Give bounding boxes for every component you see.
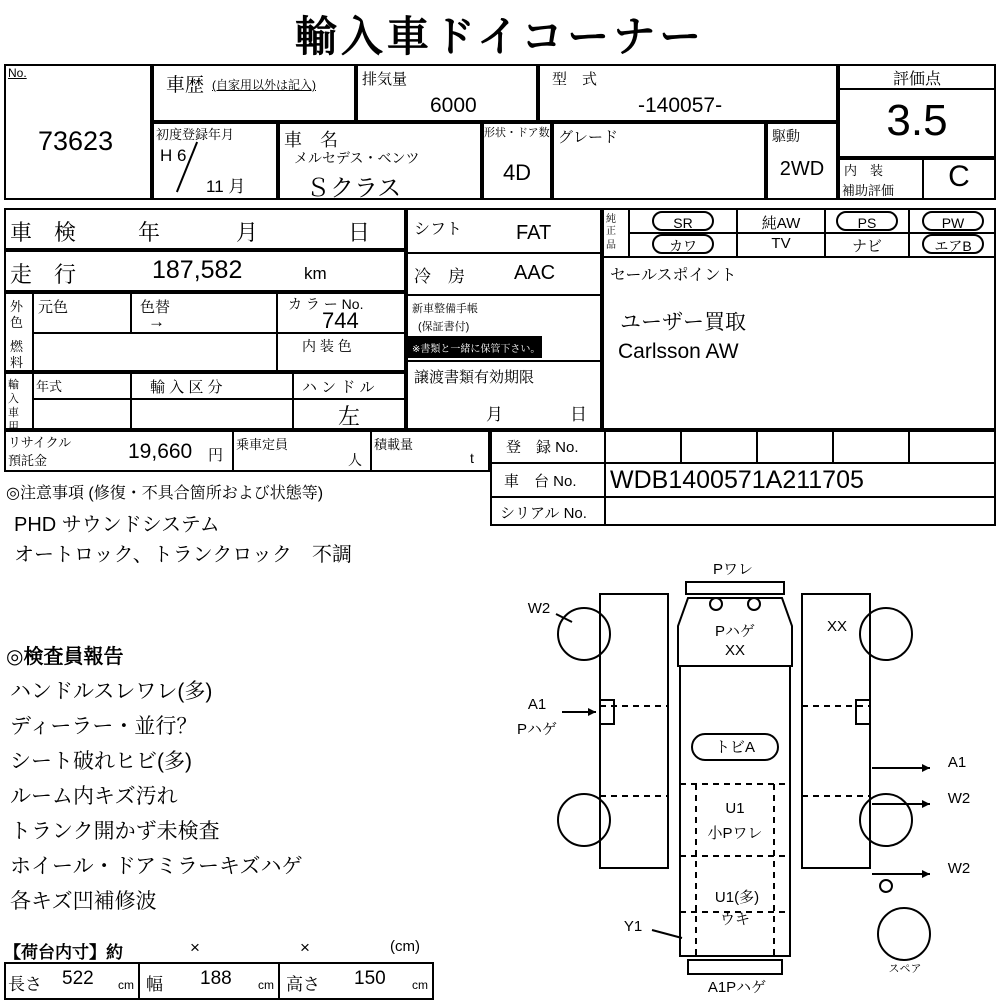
equipment-pw[interactable]: PW	[922, 211, 984, 231]
diagram-label-bottom: A1Pハゲ	[707, 979, 767, 996]
capacity-unit: 人	[348, 452, 362, 468]
shift-value: FAT	[516, 222, 552, 244]
leader-y1	[652, 930, 682, 938]
recycle-value: 19,660	[128, 440, 193, 463]
color-no-label: カ ラ ー No.	[288, 296, 364, 312]
capacity-label: 乗車定員	[236, 437, 289, 452]
bed-title: 【荷台内寸】約	[4, 943, 123, 962]
shaken-label: 車 検	[10, 220, 77, 245]
no-label: No.	[8, 66, 27, 80]
equipment-col-1	[736, 208, 738, 256]
car-damage-diagram	[500, 556, 1000, 1000]
fuel-label-1: 燃	[10, 339, 24, 354]
reg-tick-2	[756, 430, 758, 462]
model-value: Ｓクラス	[306, 175, 402, 202]
inspector-title: ◎検査員報告	[6, 646, 124, 668]
interior-color-label: 内 装 色	[302, 338, 352, 354]
bed-x-1: ×	[190, 938, 200, 957]
manual-label-2: (保証書付)	[418, 321, 470, 333]
model-code-value: -140057-	[638, 94, 723, 117]
import-label-1: 輸	[8, 379, 19, 391]
no-value: 73623	[38, 126, 114, 156]
body-doors-label: 形状・ドア数	[484, 127, 550, 139]
equipment-sr[interactable]: SR	[652, 211, 714, 231]
equipment-ps[interactable]: PS	[836, 211, 898, 231]
history-label: 車歴	[166, 75, 205, 96]
diagram-label-center-1: U1	[725, 800, 745, 817]
displacement-value: 6000	[430, 94, 477, 117]
mileage-value: 187,582	[152, 256, 243, 284]
diagram-label-right-a1: A1	[947, 754, 967, 771]
import-divider-v2	[130, 372, 132, 430]
bed-width-value: 188	[200, 968, 232, 989]
shaken-month-label: 月	[236, 220, 259, 245]
inspector-line-4: ルーム内キズ汚れ	[10, 785, 178, 808]
transfer-label: 譲渡書類有効期限	[414, 369, 535, 386]
mileage-unit: km	[304, 264, 327, 283]
notes-line-1: PHD サウンドシステム	[14, 514, 220, 536]
diagram-label-right-w2-1: W2	[947, 790, 971, 807]
notes-title	[6, 480, 323, 503]
diagram-label-left-a1-2: Pハゲ	[516, 721, 557, 738]
registration-divider-v	[604, 430, 606, 526]
interior-rating-label-1: 内 装	[844, 163, 884, 178]
reg-no-label: 登 録 No.	[506, 439, 579, 456]
exterior-color-divider-v3	[130, 292, 132, 332]
handle-value: 左	[337, 404, 360, 429]
shift-divider-3	[406, 360, 602, 362]
ac-label: 冷 房	[414, 267, 465, 286]
bed-divider-1	[138, 962, 140, 1000]
original-color-label: 元色	[38, 299, 69, 316]
chassis-label: 車 台 No.	[504, 473, 577, 490]
bed-length-label: 長さ	[8, 975, 42, 994]
history-note: (自家用以外は記入)	[212, 78, 316, 92]
left-front-wheel	[558, 608, 610, 660]
bed-height-unit: cm	[412, 978, 428, 992]
handle-label: ハ ン ド ル	[302, 379, 375, 396]
import-label-3: 車	[8, 407, 19, 419]
equipment-genuine-aw: 純AW	[761, 215, 801, 232]
diagram-label-left-w2: W2	[527, 600, 551, 617]
inspector-line-6: ホイール・ドアミラーキズハゲ	[10, 855, 303, 878]
shaken-year-label: 年	[138, 220, 161, 245]
exterior-label-2: 色	[10, 315, 24, 330]
diagram-label-spare: スペア	[888, 963, 922, 975]
rating-label: 評価点	[892, 71, 941, 88]
diagram-label-hood-1: Pハゲ	[714, 623, 755, 640]
equipment-airbag[interactable]: エアB	[922, 234, 984, 254]
chassis-value: WDB1400571A211705	[610, 466, 864, 494]
manual-note: ※書類と一緒に保管下さい。	[412, 344, 541, 355]
notes-title-text: ◎注意事項 (修復・不具合箇所および状態等)	[6, 485, 324, 502]
import-label-2: 入	[8, 393, 19, 405]
front-bumper-shape	[686, 582, 784, 594]
sales-point-label: セールスポイント	[610, 267, 737, 284]
manual-label-1: 新車整備手帳	[412, 303, 478, 315]
diagram-label-rear-1: U1(多)	[714, 889, 760, 906]
serial-label: シリアル No.	[500, 505, 587, 522]
equipment-col-2	[824, 208, 826, 256]
sales-point-line-1: ユーザー買取	[620, 311, 746, 334]
bed-height-label: 高さ	[286, 975, 320, 994]
diagram-label-roof-right: XX	[826, 618, 847, 635]
shift-divider-2	[406, 294, 602, 296]
car-name-label: 車 名	[284, 130, 338, 150]
interior-rating-value: C	[948, 160, 970, 193]
shaken-day-label: 日	[348, 220, 371, 245]
right-rear-wheel	[860, 794, 912, 846]
load-unit: t	[470, 450, 474, 466]
sales-point-line-2: Carlsson AW	[618, 340, 739, 363]
exterior-color-divider-v2	[276, 292, 278, 372]
transfer-month: 月	[486, 405, 503, 424]
import-class-label: 輸 入 区 分	[150, 379, 223, 396]
drive-value: 2WD	[779, 158, 825, 180]
page-title: 輸入車ドイコーナー	[294, 13, 706, 60]
inspector-line-1: ハンドルスレワレ(多)	[10, 680, 213, 703]
reg-tick-4	[908, 430, 910, 462]
bed-divider-2	[278, 962, 280, 1000]
diagram-label-right-w2-2: W2	[947, 860, 971, 877]
equipment-navi: ナビ	[851, 238, 882, 255]
diagram-label-top: Pワレ	[712, 561, 753, 578]
first-reg-month: 11 月	[206, 177, 246, 196]
bed-width-label: 幅	[146, 975, 163, 994]
mileage-label: 走 行	[10, 262, 77, 287]
reg-tick-1	[680, 430, 682, 462]
registration-divider-2	[490, 496, 996, 498]
genuine-label-1: 純	[606, 214, 616, 225]
rear-bumper-shape	[688, 960, 782, 974]
diagram-label-center-2: 小Pワレ	[707, 825, 763, 842]
recycle-unit: 円	[208, 447, 224, 464]
registration-divider-1	[490, 462, 996, 464]
spare-tire	[878, 908, 930, 960]
year-model-label: 年式	[36, 379, 63, 394]
bed-length-unit: cm	[118, 978, 134, 992]
bed-length-value: 522	[62, 968, 94, 989]
diagram-label-tobi: トビA	[714, 739, 755, 756]
diagram-label-left-a1: A1	[527, 696, 547, 713]
equipment-kawa[interactable]: カワ	[652, 234, 714, 254]
interior-rating-label-2: 補助評価	[842, 183, 895, 198]
inspector-line-7: 各キズ凹補修波	[10, 890, 157, 913]
bed-x-2: ×	[300, 938, 310, 957]
recycle-divider-2	[370, 430, 372, 472]
genuine-label-2: 正	[606, 226, 616, 237]
import-label-4: 用	[8, 421, 19, 433]
ac-value: AAC	[514, 262, 556, 284]
bed-unit-note: (cm)	[390, 938, 420, 955]
recycle-label-1: リサイクル	[8, 435, 72, 450]
diagram-label-rear-2: ウキ	[719, 911, 750, 928]
right-front-wheel	[860, 608, 912, 660]
reg-tick-3	[832, 430, 834, 462]
transfer-day: 日	[570, 405, 587, 424]
first-reg-era: H 6	[160, 146, 187, 165]
first-reg-label: 初度登録年月	[156, 127, 235, 142]
color-change-value: →	[148, 312, 165, 331]
import-divider-v1	[32, 372, 34, 430]
model-code-label: 型 式	[552, 71, 598, 88]
grade-label: グレード	[558, 129, 619, 146]
bed-width-unit: cm	[258, 978, 274, 992]
diagram-label-hood-2: XX	[724, 642, 745, 659]
rating-value: 3.5	[886, 96, 948, 145]
diagram-label-y1: Y1	[623, 918, 643, 935]
recycle-divider-1	[232, 430, 234, 472]
drive-label: 駆動	[772, 128, 800, 144]
color-no-value: 744	[322, 308, 359, 333]
exterior-label-1: 外	[10, 299, 24, 314]
shift-label: シフト	[414, 221, 463, 238]
load-label: 積載量	[374, 437, 414, 452]
bed-height-value: 150	[354, 968, 386, 989]
maker-value: メルセデス・ベンツ	[294, 150, 420, 166]
genuine-label-3: 品	[606, 240, 616, 251]
notes-line-2: オートロック、トランクロック 不調	[14, 544, 352, 566]
inspector-line-5: トランク開かず未検査	[10, 820, 220, 843]
recycle-label-2: 預託金	[8, 453, 48, 468]
color-change-label: 色替	[140, 299, 171, 316]
fuel-label-2: 料	[10, 355, 24, 370]
shift-divider-1	[406, 252, 602, 254]
equipment-divider	[602, 256, 996, 258]
equipment-tv: TV	[771, 235, 791, 252]
inspector-line-3: シート破れヒビ(多)	[10, 750, 192, 773]
inspector-line-2: ディーラー・並行？	[10, 715, 198, 738]
left-rear-wheel	[558, 794, 610, 846]
body-doors-value: 4D	[502, 160, 532, 185]
displacement-label: 排気量	[362, 71, 408, 88]
equipment-col-3	[908, 208, 910, 256]
